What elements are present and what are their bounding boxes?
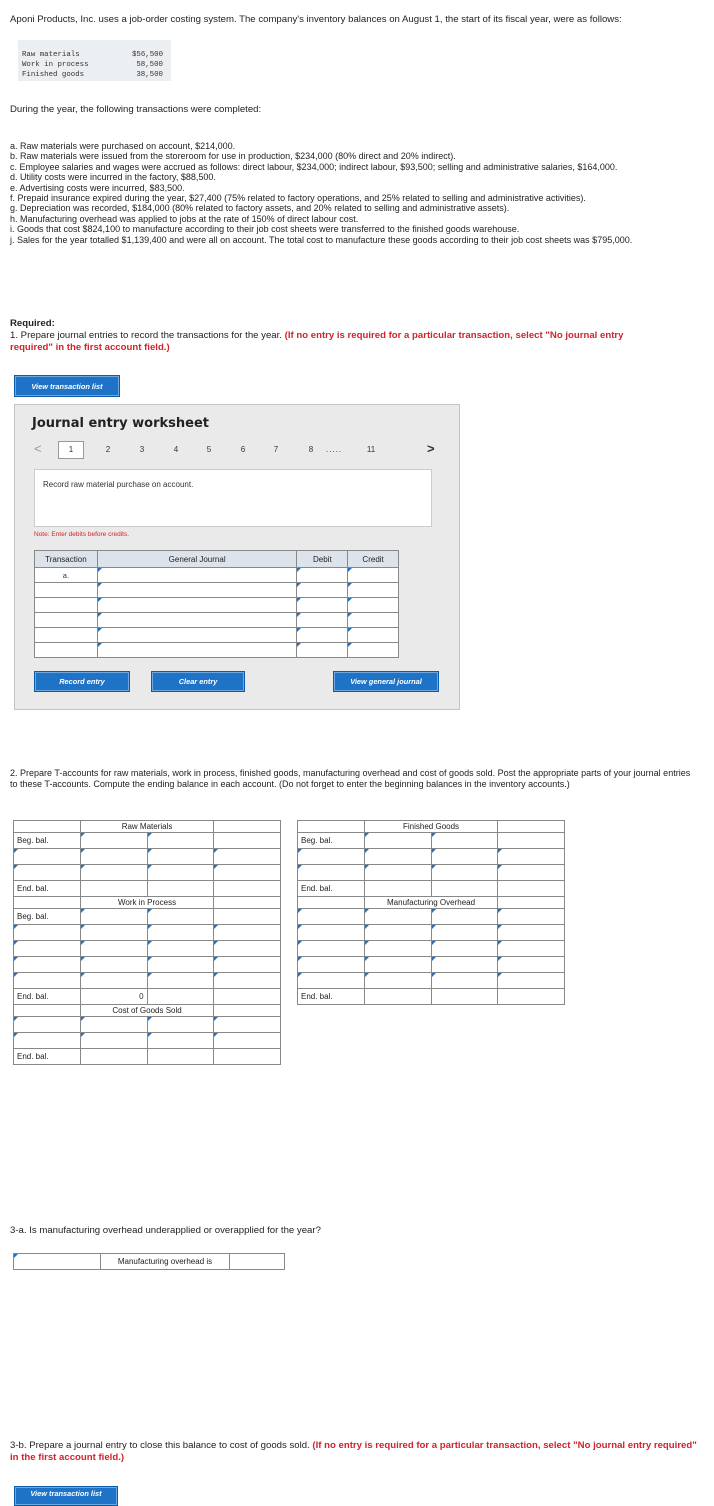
t-input[interactable]	[14, 941, 81, 957]
overhead-status-label: Manufacturing overhead is	[101, 1254, 230, 1270]
t-input[interactable]	[298, 865, 365, 881]
column-header-debit: Debit	[297, 551, 348, 568]
t-input[interactable]	[298, 925, 365, 941]
t-input[interactable]	[298, 909, 365, 925]
t-input[interactable]	[364, 865, 431, 881]
question-2: 2. Prepare T-accounts for raw materials, work in process, finished goods, manufacturing overhead and cost of goods sold. Post the appropriate parts of your journal entries to these T-accounts. Compute the ending balance in each account. (Do not forget to enter the beginning balances in the inventory accounts.)	[10, 768, 691, 789]
table-row	[35, 598, 399, 613]
t-input[interactable]	[214, 865, 281, 881]
column-header-credit: Credit	[348, 551, 399, 568]
credit-input[interactable]	[348, 628, 399, 643]
t-input[interactable]	[431, 925, 498, 941]
account-input[interactable]	[97, 583, 297, 598]
t-input[interactable]	[80, 1033, 147, 1049]
t-input[interactable]	[147, 833, 214, 849]
credit-input[interactable]	[348, 598, 399, 613]
t-input[interactable]	[214, 1017, 281, 1033]
transaction-item: h. Manufacturing overhead was applied to jobs at the rate of 150% of direct labour cost.	[10, 213, 359, 224]
balance-row: Finished goods 38,500	[22, 71, 163, 79]
t-input[interactable]	[298, 849, 365, 865]
t-input[interactable]	[498, 865, 565, 881]
t-input[interactable]	[14, 957, 81, 973]
beg-bal-label: Beg. bal.	[298, 833, 365, 849]
account-input[interactable]	[97, 628, 297, 643]
table-row	[35, 613, 399, 628]
t-input[interactable]	[147, 925, 214, 941]
table-row	[35, 568, 399, 583]
t-input[interactable]	[214, 1033, 281, 1049]
t-input[interactable]	[147, 973, 214, 989]
debit-input[interactable]	[297, 628, 348, 643]
work-in-process-title: Work in Process	[80, 897, 214, 909]
end-bal-label: End. bal.	[298, 989, 365, 1005]
balance-row: Raw materials $56,500	[22, 51, 163, 59]
t-input[interactable]	[14, 1017, 81, 1033]
required-heading: Required:	[10, 318, 55, 329]
debit-input[interactable]	[297, 598, 348, 613]
t-input[interactable]	[80, 1017, 147, 1033]
t-input[interactable]	[214, 941, 281, 957]
transaction-item: c. Employee salaries and wages were accrued as follows: direct labour, $234,000; indirect labour, $93,500; selling and administrative salaries, $164,000.	[10, 161, 618, 172]
wip-end-balance: 0	[80, 989, 147, 1005]
page-1-tab[interactable]: 1	[58, 441, 84, 459]
t-input[interactable]	[80, 973, 147, 989]
credit-input[interactable]	[348, 568, 399, 583]
t-input[interactable]	[431, 849, 498, 865]
page-4-tab[interactable]: 4	[173, 445, 179, 454]
account-input[interactable]	[97, 613, 297, 628]
t-input[interactable]	[364, 909, 431, 925]
overhead-status-row	[13, 1253, 285, 1270]
page-3-tab[interactable]: 3	[139, 445, 145, 454]
t-input[interactable]	[214, 973, 281, 989]
view-transaction-list-button[interactable]: View transaction list	[14, 375, 120, 397]
t-input[interactable]	[80, 833, 147, 849]
end-bal-label: End. bal.	[14, 989, 81, 1005]
t-input[interactable]	[431, 865, 498, 881]
debit-input[interactable]	[297, 568, 348, 583]
debit-input[interactable]	[297, 583, 348, 598]
clear-entry-button[interactable]: Clear entry	[151, 671, 245, 692]
t-input[interactable]	[80, 865, 147, 881]
overhead-status-select[interactable]	[14, 1254, 101, 1270]
t-input[interactable]	[147, 849, 214, 865]
t-input[interactable]	[431, 973, 498, 989]
t-input[interactable]	[80, 849, 147, 865]
t-input[interactable]	[80, 957, 147, 973]
end-bal-label: End. bal.	[14, 881, 81, 897]
t-accounts-left	[13, 820, 281, 1065]
manufacturing-overhead-title: Manufacturing Overhead	[364, 897, 498, 909]
next-page-icon[interactable]: >	[427, 441, 435, 456]
t-input[interactable]	[14, 865, 81, 881]
transaction-item: g. Depreciation was recorded, $184,000 (80% related to factory assets, and 20% related to selling and administrative assets).	[10, 203, 510, 214]
prev-page-icon[interactable]: <	[34, 441, 42, 456]
credit-input[interactable]	[348, 613, 399, 628]
t-input[interactable]	[214, 925, 281, 941]
transaction-description-box	[34, 469, 432, 527]
account-input[interactable]	[97, 598, 297, 613]
debit-input[interactable]	[297, 643, 348, 658]
t-input[interactable]	[214, 957, 281, 973]
t-input[interactable]	[431, 833, 498, 849]
t-input[interactable]	[498, 849, 565, 865]
t-input[interactable]	[14, 973, 81, 989]
finished-goods-title: Finished Goods	[364, 821, 498, 833]
transaction-description: Record raw material purchase on account.	[43, 480, 194, 489]
table-row	[35, 628, 399, 643]
journal-entry-table	[34, 550, 399, 658]
account-input[interactable]	[97, 568, 297, 583]
t-input[interactable]	[147, 957, 214, 973]
page-ellipsis: .....	[326, 445, 343, 454]
transaction-item: b. Raw materials were issued from the storeroom for use in production, $234,000 (80% direct and 20% indirect).	[10, 151, 456, 162]
t-input[interactable]	[498, 957, 565, 973]
t-input[interactable]	[364, 849, 431, 865]
end-bal-label: End. bal.	[14, 1049, 81, 1065]
cost-of-goods-sold-title: Cost of Goods Sold	[80, 1005, 214, 1017]
transaction-cell: a.	[35, 568, 98, 583]
worksheet-title: Journal entry worksheet	[32, 416, 209, 431]
debit-input[interactable]	[297, 613, 348, 628]
question-3b: 3-b. Prepare a journal entry to close this balance to cost of goods sold. (If no entry is required for a particular transaction, select "No journal entry required" in the first account field.)	[10, 1440, 697, 1463]
t-input[interactable]	[147, 909, 214, 925]
transaction-item: a. Raw materials were purchased on account, $214,000.	[10, 141, 236, 151]
page-2-tab[interactable]: 2	[105, 445, 111, 454]
during-text: During the year, the following transactions were completed:	[10, 104, 262, 115]
raw-materials-title: Raw Materials	[80, 821, 214, 833]
t-input[interactable]	[80, 941, 147, 957]
t-input[interactable]	[498, 909, 565, 925]
t-input[interactable]	[364, 833, 431, 849]
record-entry-button[interactable]: Record entry	[34, 671, 130, 692]
transaction-item: d. Utility costs were incurred in the factory, $88,500.	[10, 172, 216, 183]
end-bal-label: End. bal.	[298, 881, 365, 897]
transaction-item: e. Advertising costs were incurred, $83,500.	[10, 182, 185, 193]
t-input[interactable]	[147, 941, 214, 957]
t-input[interactable]	[364, 973, 431, 989]
view-general-journal-button[interactable]: View general journal	[333, 671, 439, 692]
t-input[interactable]	[364, 941, 431, 957]
t-accounts-right	[297, 820, 565, 1005]
account-input[interactable]	[97, 643, 297, 658]
t-input[interactable]	[431, 941, 498, 957]
inventory-balances-table	[18, 40, 171, 81]
beg-bal-label: Beg. bal.	[14, 833, 81, 849]
t-input[interactable]	[147, 1033, 214, 1049]
t-input[interactable]	[147, 1017, 214, 1033]
credit-input[interactable]	[348, 583, 399, 598]
debits-note: Note: Enter debits before credits.	[34, 531, 130, 538]
t-input[interactable]	[431, 909, 498, 925]
page-6-tab[interactable]: 6	[240, 445, 246, 454]
table-row	[35, 643, 399, 658]
t-input[interactable]	[214, 849, 281, 865]
transaction-item: f. Prepaid insurance expired during the year, $27,400 (75% related to factory operations, and 25% related to selling and administrative activities).	[10, 193, 586, 204]
t-input[interactable]	[431, 957, 498, 973]
overhead-amount-input[interactable]	[230, 1254, 285, 1270]
column-header-transaction: Transaction	[35, 551, 98, 568]
view-transaction-list-button-2[interactable]: View transaction list	[14, 1486, 118, 1506]
page-5-tab[interactable]: 5	[206, 445, 212, 454]
t-input[interactable]	[498, 973, 565, 989]
question-3b-note: (If no entry is required for a particular transaction, select "No journal entry required" in the first account field.)	[10, 1440, 697, 1463]
page-11-tab[interactable]: 11	[366, 445, 376, 454]
t-input[interactable]	[298, 973, 365, 989]
t-input[interactable]	[80, 909, 147, 925]
question-1: 1. Prepare journal entries to record the transactions for the year. (If no entry is required for a particular transaction, select "No journal entry required" in the first account field.)	[10, 330, 624, 353]
t-input[interactable]	[147, 865, 214, 881]
t-input[interactable]	[498, 941, 565, 957]
question-1-note: (If no entry is required for a particular transaction, select "No journal entry required" in the first account field.)	[10, 330, 624, 353]
t-input[interactable]	[364, 957, 431, 973]
beg-bal-label: Beg. bal.	[14, 909, 81, 925]
t-input[interactable]	[80, 925, 147, 941]
transaction-item: i. Goods that cost $824,100 to manufacture according to their job cost sheets were transferred to the finished goods warehouse.	[10, 224, 520, 235]
t-input[interactable]	[14, 925, 81, 941]
table-row	[35, 583, 399, 598]
t-input[interactable]	[364, 925, 431, 941]
transaction-item: j. Sales for the year totalled $1,139,400 and were all on account. The total cost to manufacture these goods according to their job cost sheets was $795,000.	[10, 234, 633, 245]
page-7-tab[interactable]: 7	[273, 445, 279, 454]
question-3a: 3-a. Is manufacturing overhead underapplied or overapplied for the year?	[10, 1225, 321, 1236]
t-input[interactable]	[14, 849, 81, 865]
page-8-tab[interactable]: 8	[308, 445, 314, 454]
column-header-general-journal: General Journal	[97, 551, 297, 568]
t-input[interactable]	[14, 1033, 81, 1049]
transaction-list	[10, 141, 640, 245]
t-input[interactable]	[298, 957, 365, 973]
intro-text: Aponi Products, Inc. uses a job-order costing system. The company's inventory balances on August 1, the start of its fiscal year, were as follows:	[10, 14, 622, 25]
t-input[interactable]	[498, 925, 565, 941]
t-input[interactable]	[298, 941, 365, 957]
credit-input[interactable]	[348, 643, 399, 658]
balance-row: Work in process 58,500	[22, 61, 163, 69]
